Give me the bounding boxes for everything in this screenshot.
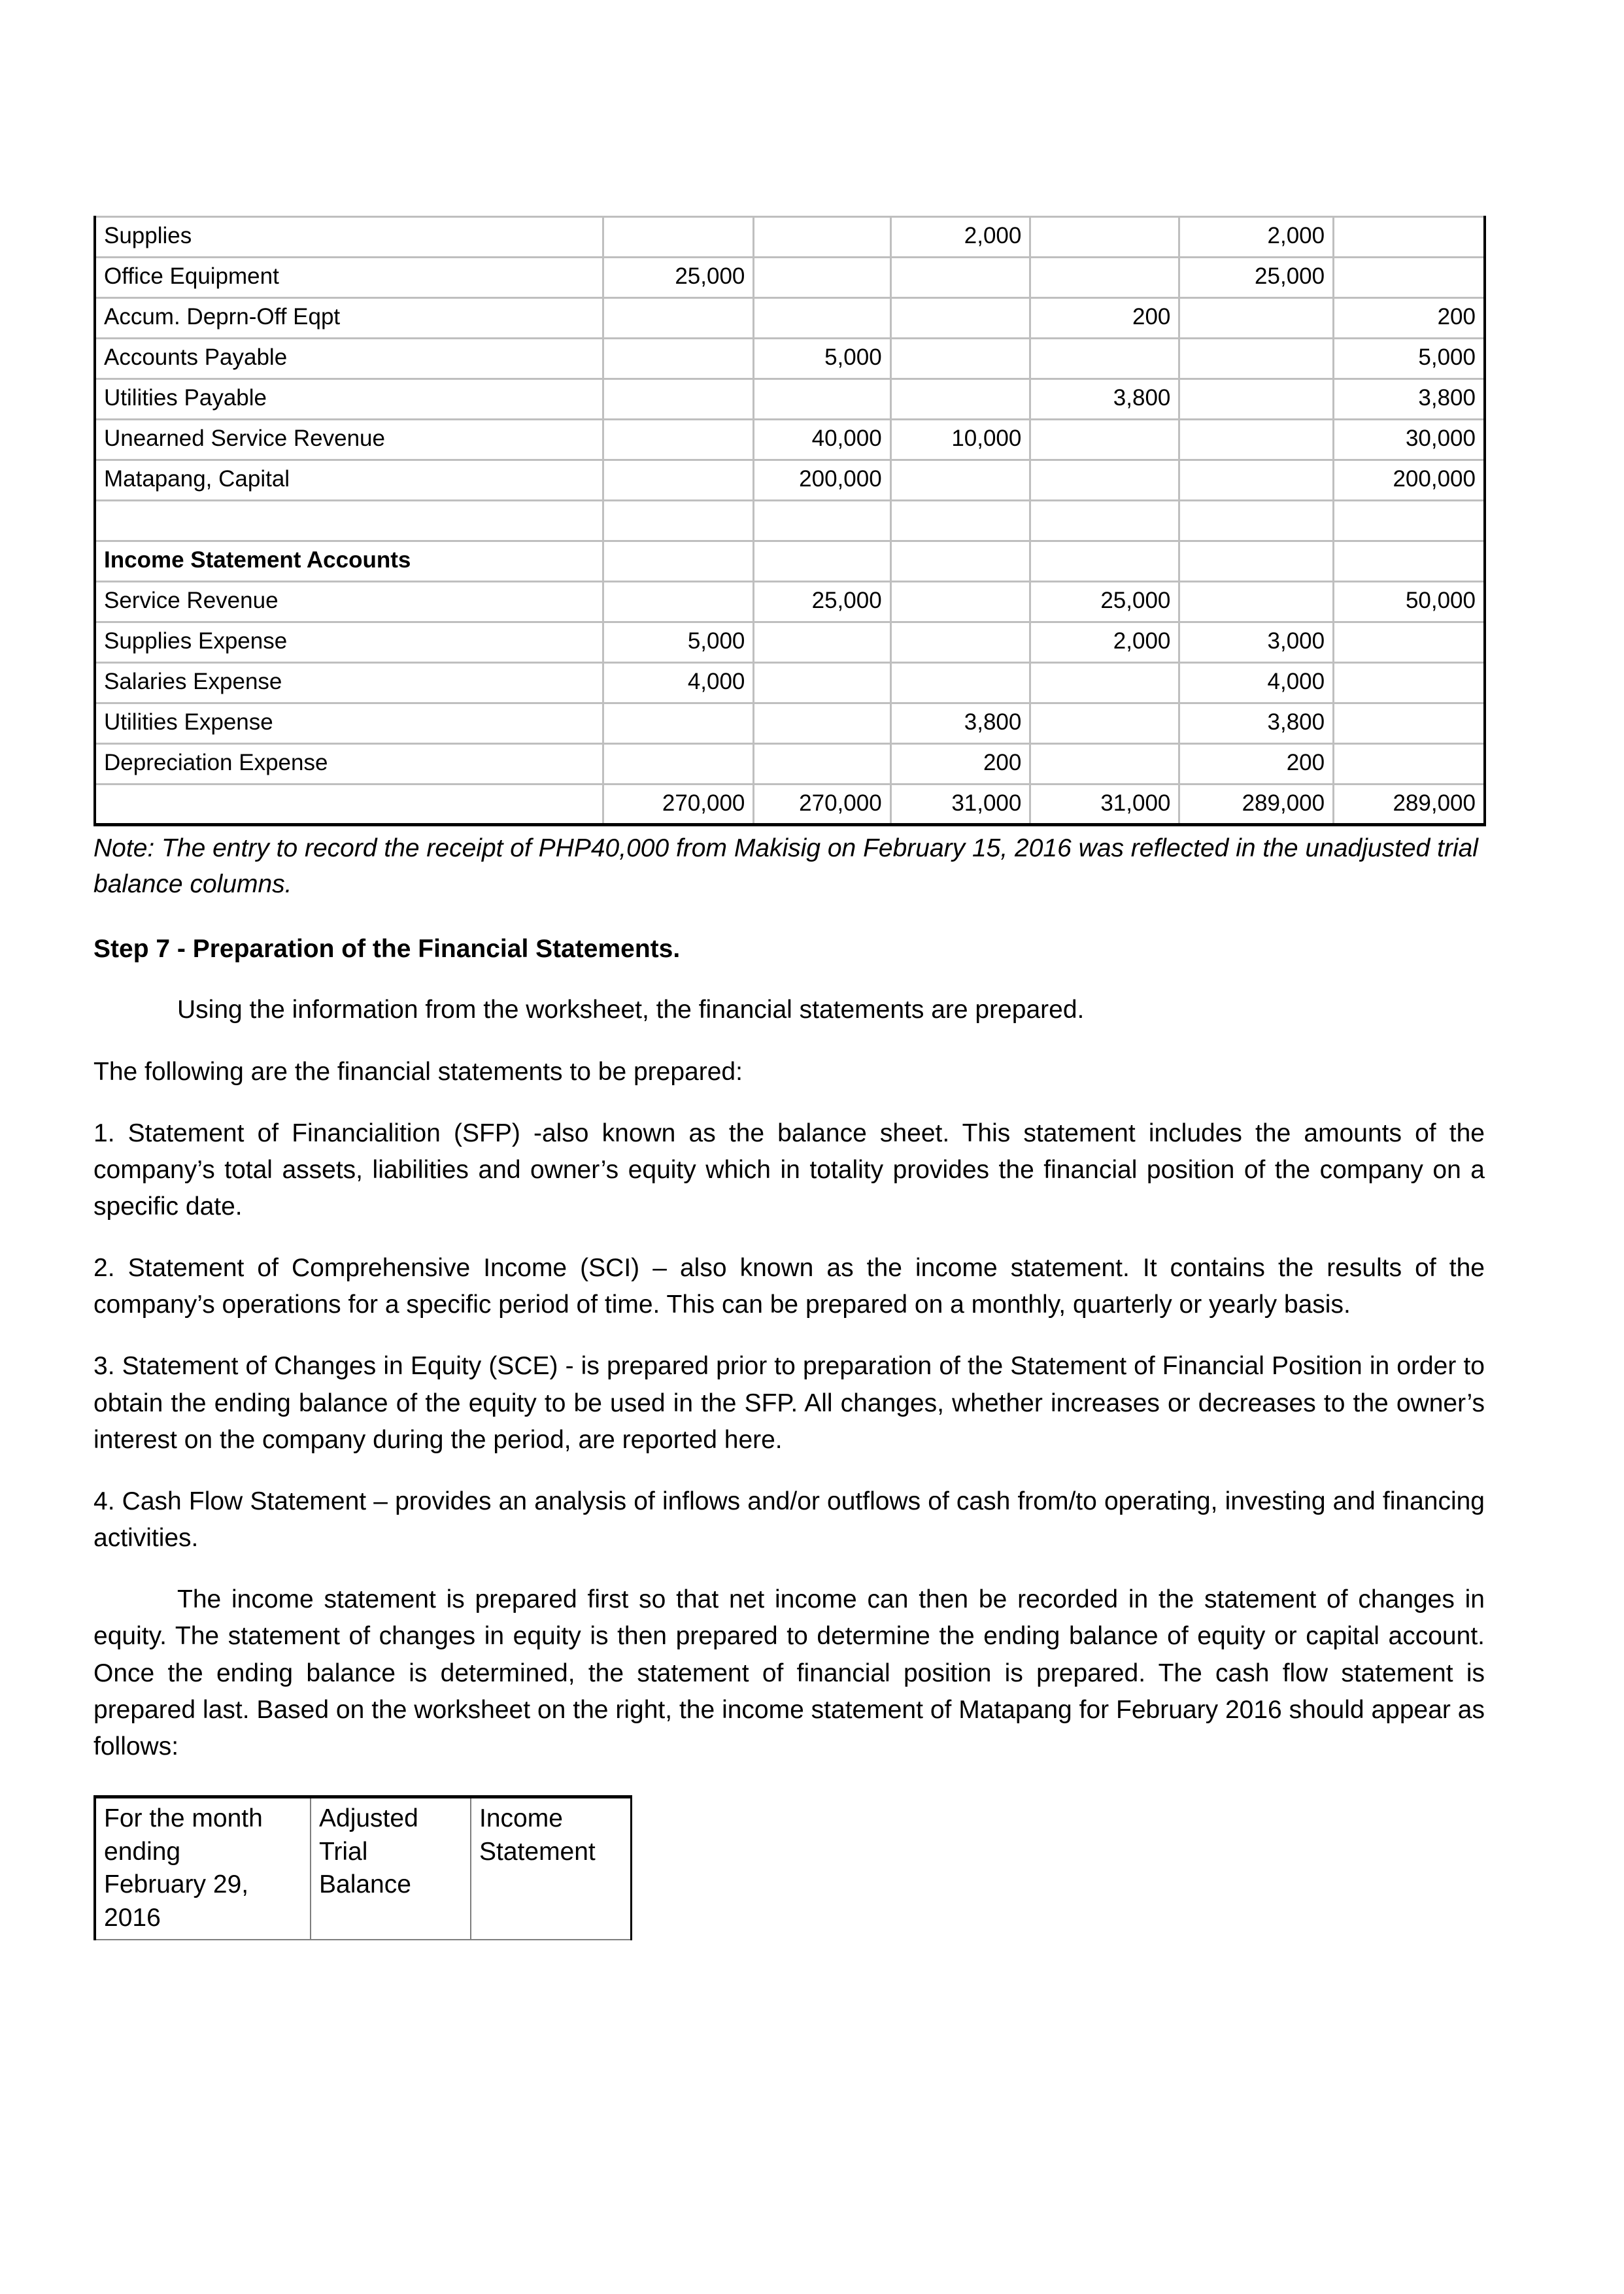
cell-value xyxy=(1334,541,1485,582)
table-row xyxy=(95,379,1485,420)
cell-value: 4,000 xyxy=(603,663,754,703)
cell-value: 25,000 xyxy=(1030,582,1179,622)
cell-value xyxy=(890,622,1030,663)
cell-value xyxy=(754,379,890,420)
table-row xyxy=(95,217,1485,258)
cell-value: 200 xyxy=(1030,298,1179,339)
cell-value xyxy=(890,298,1030,339)
cell-value: 25,000 xyxy=(1179,258,1334,298)
table-row xyxy=(95,582,1485,622)
cell-value xyxy=(754,298,890,339)
account-label: Salaries Expense xyxy=(95,663,603,703)
cell-value: 3,800 xyxy=(890,703,1030,744)
cell-value xyxy=(1334,622,1485,663)
cell-value xyxy=(890,663,1030,703)
cell-value: 200,000 xyxy=(754,460,890,501)
worksheet-body xyxy=(95,217,1485,825)
adjusted-trial-balance-cell xyxy=(311,1797,471,1940)
table-row xyxy=(95,703,1485,744)
totals-label xyxy=(95,784,603,825)
cell-value: 25,000 xyxy=(754,582,890,622)
cell-value xyxy=(1030,744,1179,784)
cell-value xyxy=(603,420,754,460)
cell-value xyxy=(1030,420,1179,460)
account-label: Supplies Expense xyxy=(95,622,603,663)
cell-value: 4,000 xyxy=(1179,663,1334,703)
page-content xyxy=(93,216,1486,1940)
cell-value xyxy=(1030,501,1179,541)
cell-value: 40,000 xyxy=(754,420,890,460)
cell-value: 5,000 xyxy=(1334,339,1485,379)
table-row xyxy=(95,339,1485,379)
table-row xyxy=(95,1797,631,1940)
cell-value xyxy=(603,703,754,744)
cell-value xyxy=(1179,582,1334,622)
cell-value xyxy=(754,703,890,744)
table-row xyxy=(95,744,1485,784)
account-label: Service Revenue xyxy=(95,582,603,622)
cell-value xyxy=(890,460,1030,501)
account-label: Matapang, Capital xyxy=(95,460,603,501)
cell-value: 25,000 xyxy=(603,258,754,298)
paragraph-item-1: 1. Statement of Financialition (SFP) -also known as the balance sheet. This statement includes the amounts of the company’s total assets, liabilities and owner’s equity which in totality provides the financial position of the company on a specific date. xyxy=(93,1119,1485,1221)
cell-value xyxy=(603,460,754,501)
table-row xyxy=(95,460,1485,501)
cell-value xyxy=(1179,541,1334,582)
paragraph-item-4: 4. Cash Flow Statement – provides an analysis of inflows and/or outflows of cash from/to operating, investing and financing activities. xyxy=(93,1487,1485,1553)
cell-value: 3,800 xyxy=(1179,703,1334,744)
paragraph-intro: Using the information from the worksheet, the financial statements are prepared. xyxy=(177,996,1085,1024)
cell-value xyxy=(1179,339,1334,379)
total-value: 289,000 xyxy=(1179,784,1334,825)
cell-value xyxy=(1030,541,1179,582)
cell-value: 3,000 xyxy=(1179,622,1334,663)
table-row-totals xyxy=(95,784,1485,825)
total-value: 31,000 xyxy=(1030,784,1179,825)
is-line-2: Statement xyxy=(479,1837,596,1866)
cell-value xyxy=(1334,258,1485,298)
cell-value xyxy=(1179,501,1334,541)
account-label xyxy=(95,501,603,541)
cell-value xyxy=(603,339,754,379)
account-label: Accounts Payable xyxy=(95,339,603,379)
cell-value xyxy=(1334,703,1485,744)
cell-value: 3,800 xyxy=(1334,379,1485,420)
cell-value xyxy=(1030,460,1179,501)
table-row-section-header xyxy=(95,541,1485,582)
cell-value xyxy=(890,258,1030,298)
atb-line-2: Balance xyxy=(319,1870,411,1899)
cell-value xyxy=(1334,744,1485,784)
account-label: Supplies xyxy=(95,217,603,258)
account-label: Accum. Deprn-Off Eqpt xyxy=(95,298,603,339)
cell-value: 5,000 xyxy=(754,339,890,379)
cell-value: 2,000 xyxy=(1179,217,1334,258)
table-row xyxy=(95,298,1485,339)
cell-value: 10,000 xyxy=(890,420,1030,460)
cell-value xyxy=(754,217,890,258)
total-value: 270,000 xyxy=(603,784,754,825)
cell-value xyxy=(1334,663,1485,703)
mini-table-body xyxy=(95,1797,631,1940)
cell-value xyxy=(603,744,754,784)
worksheet-note: Note: The entry to record the receipt of PHP40,000 from Makisig on February 15, 2016 was reflected in the unadjusted trial balance columns. xyxy=(93,834,1478,899)
cell-value xyxy=(603,217,754,258)
cell-value: 3,800 xyxy=(1030,379,1179,420)
cell-value xyxy=(754,541,890,582)
period-label-cell xyxy=(95,1797,311,1940)
cell-value xyxy=(754,744,890,784)
cell-value xyxy=(1179,420,1334,460)
cell-value xyxy=(603,541,754,582)
account-label: Unearned Service Revenue xyxy=(95,420,603,460)
atb-line-1: Adjusted Trial xyxy=(319,1804,418,1866)
cell-value xyxy=(1030,663,1179,703)
cell-value xyxy=(890,339,1030,379)
income-statement-cell xyxy=(471,1797,631,1940)
account-label: Depreciation Expense xyxy=(95,744,603,784)
paragraph-closing: The income statement is prepared first so that net income can then be recorded in the statement of changes in equity. The statement of changes in equity is then prepared to determine the ending balance of equity or capital account. Once the ending balance is determined, the statement of financial position is prepared. The cash flow statement is prepared last. Based on the worksheet on the right, the income statement of Matapang for February 2016 should appear as follows: xyxy=(93,1585,1485,1761)
period-line-1: For the month ending xyxy=(104,1804,263,1866)
cell-value xyxy=(603,501,754,541)
cell-value xyxy=(890,501,1030,541)
cell-value xyxy=(1179,298,1334,339)
cell-value xyxy=(603,379,754,420)
cell-value xyxy=(754,663,890,703)
table-row xyxy=(95,258,1485,298)
account-label: Office Equipment xyxy=(95,258,603,298)
cell-value: 200 xyxy=(890,744,1030,784)
cell-value: 2,000 xyxy=(1030,622,1179,663)
cell-value xyxy=(1179,460,1334,501)
cell-value: 200 xyxy=(1334,298,1485,339)
cell-value xyxy=(1030,339,1179,379)
cell-value xyxy=(1334,217,1485,258)
paragraph-item-3: 3. Statement of Changes in Equity (SCE) - is prepared prior to preparation of the Statement of Financial Position in order to obtain the ending balance of the equity to be used in the SFP. All changes, whether increases or decreases to the owner’s interest on the company during the period, are reported here. xyxy=(93,1352,1485,1454)
cell-value xyxy=(890,582,1030,622)
total-value: 270,000 xyxy=(754,784,890,825)
cell-value: 2,000 xyxy=(890,217,1030,258)
cell-value xyxy=(754,258,890,298)
period-line-2: February 29, 2016 xyxy=(104,1870,249,1932)
paragraph-item-2: 2. Statement of Comprehensive Income (SCI) – also known as the income statement. It contains the results of the company’s operations for a specific period of time. This can be prepared on a monthly, quarterly or yearly basis. xyxy=(93,1254,1485,1319)
cell-value xyxy=(754,501,890,541)
cell-value: 200,000 xyxy=(1334,460,1485,501)
table-row xyxy=(95,663,1485,703)
step-heading: Step 7 - Preparation of the Financial Statements. xyxy=(93,934,681,963)
total-value: 31,000 xyxy=(890,784,1030,825)
cell-value xyxy=(603,298,754,339)
section-header-label: Income Statement Accounts xyxy=(95,541,603,582)
worksheet-table xyxy=(93,216,1486,826)
cell-value xyxy=(1179,379,1334,420)
cell-value xyxy=(1334,501,1485,541)
total-value: 289,000 xyxy=(1334,784,1485,825)
account-label: Utilities Payable xyxy=(95,379,603,420)
cell-value xyxy=(1030,258,1179,298)
cell-value xyxy=(603,582,754,622)
cell-value: 50,000 xyxy=(1334,582,1485,622)
account-label: Utilities Expense xyxy=(95,703,603,744)
table-row-spacer xyxy=(95,501,1485,541)
cell-value: 200 xyxy=(1179,744,1334,784)
cell-value xyxy=(754,622,890,663)
cell-value xyxy=(890,541,1030,582)
cell-value: 5,000 xyxy=(603,622,754,663)
income-statement-header-table xyxy=(93,1795,632,1940)
cell-value: 30,000 xyxy=(1334,420,1485,460)
cell-value xyxy=(1030,217,1179,258)
is-line-1: Income xyxy=(479,1804,563,1832)
cell-value xyxy=(1030,703,1179,744)
paragraph-lead-in: The following are the financial statements to be prepared: xyxy=(93,1057,743,1086)
cell-value xyxy=(890,379,1030,420)
table-row xyxy=(95,420,1485,460)
table-row xyxy=(95,622,1485,663)
